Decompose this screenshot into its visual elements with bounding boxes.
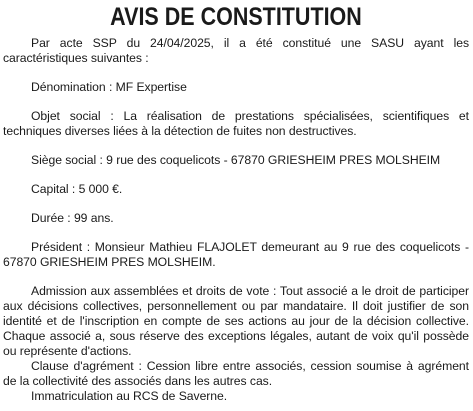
- duree-paragraph: Durée : 99 ans.: [31, 211, 114, 225]
- admission-paragraph: Admission aux assemblées et droits de vote : Tout associé a le droit de participer aux décisions collectives, personnellement ou par mandataire. Il doit justifier de son identité et de l'inscription en compte de ses actions au jour de la décision collective. Chaque associé a, sous réserve des exceptions légales, autant de voix qu'il possède ou représente d'actions.: [3, 284, 469, 358]
- president-paragraph: Président : Monsieur Mathieu FLAJOLET demeurant au 9 rue des coquelicots - 67870 GRIESHEIM PRES MOLSHEIM.: [3, 240, 469, 269]
- siege-social-paragraph: Siège social : 9 rue des coquelicots - 67870 GRIESHEIM PRES MOLSHEIM: [31, 153, 441, 167]
- objet-social-paragraph: Objet social : La réalisation de prestations spécialisées, scientifiques et techniques diverses liées à la détection de fuites non destructives.: [3, 109, 469, 138]
- intro-paragraph: Par acte SSP du 24/04/2025, il a été constitué une SASU ayant les caractéristiques suivantes :: [3, 36, 469, 65]
- capital-paragraph: Capital : 5 000 €.: [31, 182, 123, 196]
- notice-title: AVIS DE CONSTITUTION: [110, 3, 362, 31]
- immatriculation-paragraph: Immatriculation au RCS de Saverne.: [31, 389, 228, 403]
- denomination-paragraph: Dénomination : MF Expertise: [31, 80, 187, 94]
- agrement-paragraph: Clause d'agrément : Cession libre entre associés, cession soumise à agrément de la collectivité des associés dans les autres cas.: [3, 359, 469, 388]
